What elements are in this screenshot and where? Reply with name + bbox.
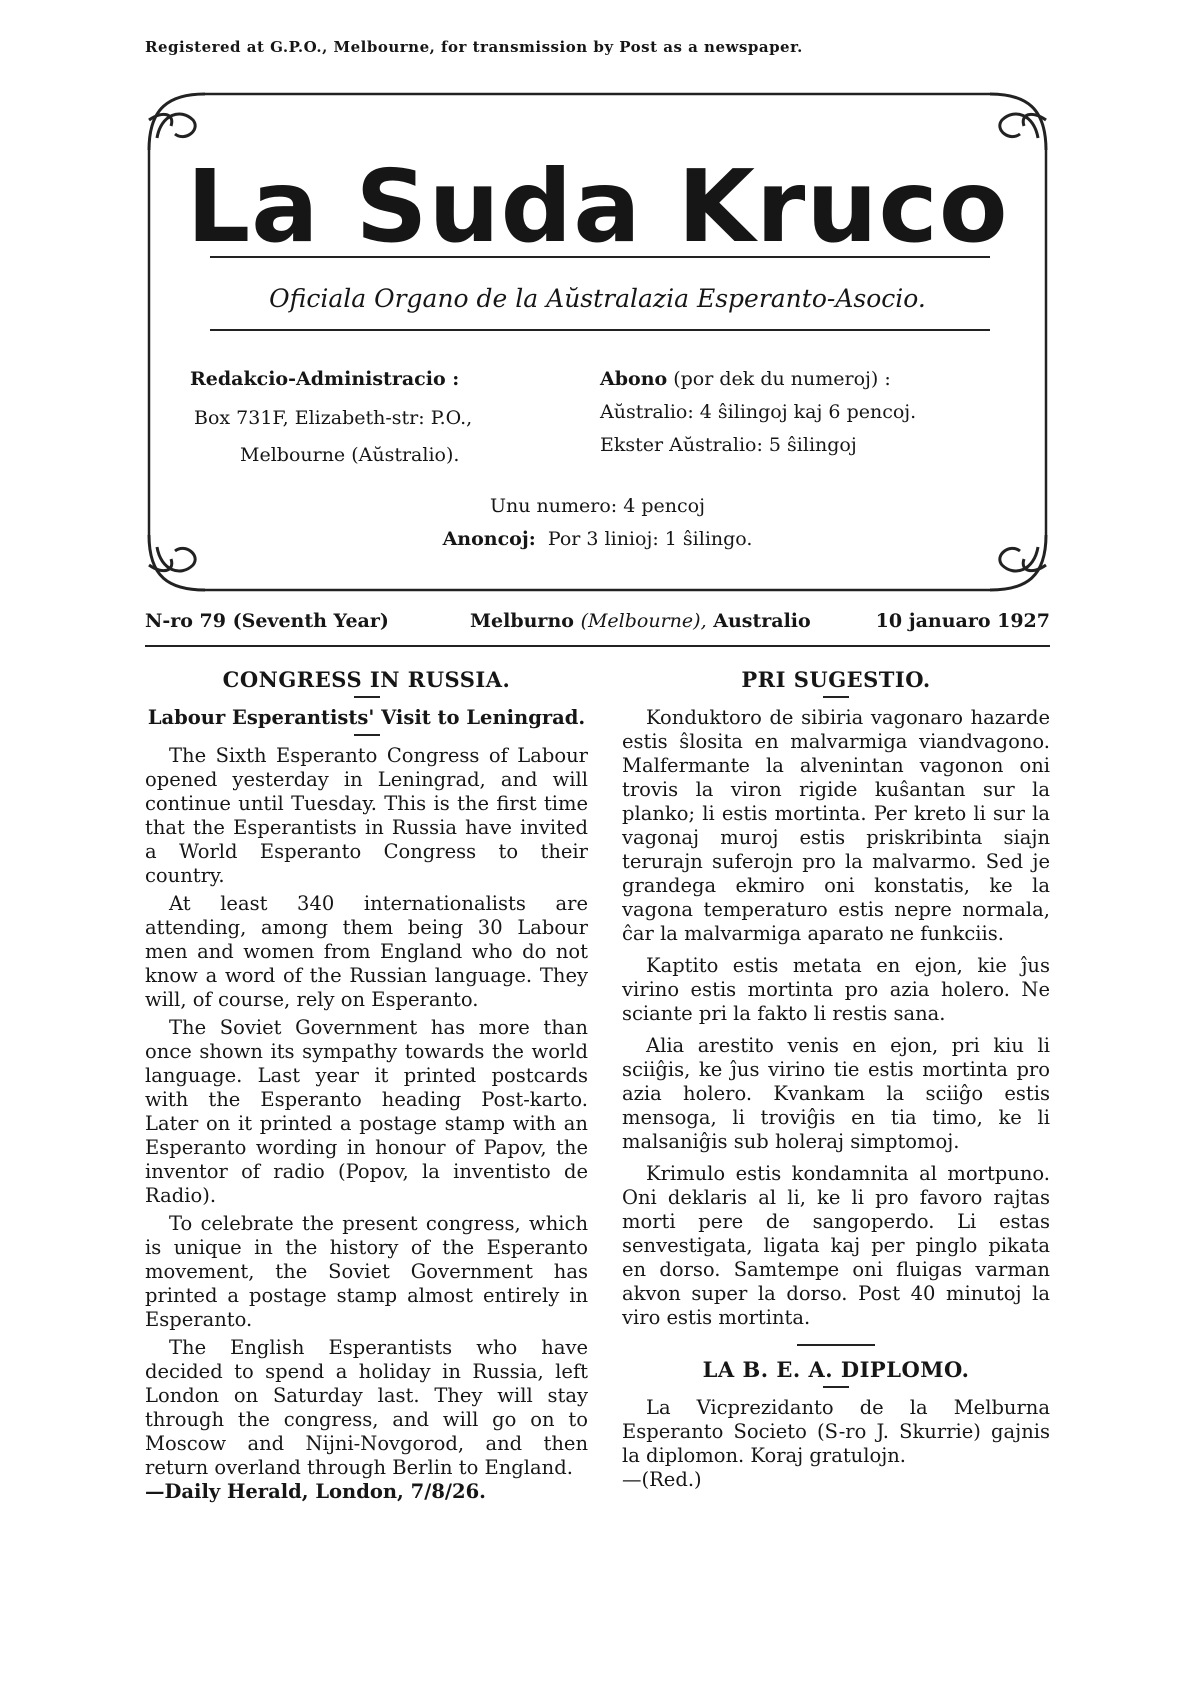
subscription-info (600, 363, 916, 462)
registration-notice: Registered at G.P.O., Melbourne, for transmission by Post as a newspaper. (145, 38, 803, 56)
diploma-body: La Vicprezidanto de la Melburna Esperanto Societo (S-ro J. Skurrie) gajnis la diplomon. Koraj gratulojn. (622, 1396, 1050, 1467)
issue-place-2: (Melbourne), (580, 610, 707, 632)
editorial-address-1: Box 731F, Elizabeth-str: P.O., (194, 407, 473, 429)
divider-dash (823, 1386, 849, 1388)
left-column (145, 668, 588, 1504)
editorial-label: Redakcio-Administracio : (190, 368, 460, 390)
header-rule (145, 645, 1050, 647)
congress-source: —Daily Herald, London, 7/8/26. (145, 1480, 486, 1503)
single-issue-price: Unu numero: 4 pencoj (490, 495, 705, 517)
editorial-info (190, 363, 472, 472)
diploma-heading: LA B. E. A. DIPLOMO. (702, 1357, 970, 1382)
congress-subheading: Labour Esperantists' Visit to Leningrad. (147, 706, 586, 729)
right-column (622, 668, 1050, 1492)
diploma-signature: —(Red.) (622, 1468, 702, 1491)
newspaper-subtitle: Oficiala Organo de la Aŭstralazia Esperanto-Asocio. (269, 284, 926, 313)
subscription-note: (por dek du numeroj) : (673, 368, 891, 390)
section-rule (797, 1344, 875, 1346)
sugestio-paragraph-1: Konduktoro de sibiria vagonaro hazarde estis ŝlosita en malvarmiga viandvagono. Malfermante la alvenintan vagonon oni trovis la viron rigide kuŝantan sur la planko; li estis mortinta. Per kreto li sur la vagonaj muroj estis priskribinta siajn terurajn suferojn pro la malvarmo. Sed je grandega ekmiro oni konstatis, ke la vagona temperaturo estis nepre normala, ĉar la malvarmiga aparato ne funkciis. (622, 706, 1050, 945)
issue-number: N-ro 79 (Seventh Year) (145, 610, 389, 632)
subscription-australia: Aŭstralio: 4 ŝilingoj kaj 6 pencoj. (600, 401, 917, 423)
subscription-abroad: Ekster Aŭstralio: 5 ŝilingoj (600, 434, 857, 456)
congress-paragraph-1: The Sixth Esperanto Congress of Labour opened yesterday in Leningrad, and will continue until Tuesday. This is the first time that the Esperantists in Russia have invited a World Esperanto Congress to their country. (145, 744, 588, 887)
congress-paragraph-5: The English Esperantists who have decided to spend a holiday in Russia, left London on Saturday last. They will stay through the congress, and will go on to Moscow and Nijni-Novgorod, and then return overland through Berlin to England. (145, 1336, 588, 1479)
divider-dash (354, 734, 380, 736)
congress-paragraph-2: At least 340 internationalists are attending, among them being 30 Labour men and women from England who do not know a word of the Russian language. They will, of course, rely on Esperanto. (145, 892, 588, 1011)
newspaper-title: La Suda Kruco (186, 148, 1009, 265)
divider-dash (823, 696, 849, 698)
sugestio-paragraph-3: Alia arestito venis en ejon, pri kiu li sciiĝis, ke ĵus virino tie estis mortinta pro azia holero. Kvankam la sciiĝo estis mensoga, li troviĝis en tia timo, ke li malsaniĝis sub holeraj simptomoj. (622, 1034, 1050, 1153)
subscription-label: Abono (600, 368, 668, 390)
congress-paragraph-3: The Soviet Government has more than once shown its sympathy towards the world language. Last year it printed postcards with the Esperanto heading Post-karto. Later on it printed a postage stamp with an Esperanto wording in honour of Papov, the inventor of radio (Popov, la inventisto de Radio). (145, 1016, 588, 1207)
issue-date: 10 januaro 1927 (875, 610, 1050, 632)
congress-heading: CONGRESS IN RUSSIA. (222, 667, 511, 692)
divider-dash (354, 696, 380, 698)
issue-place-1: Melburno (470, 610, 574, 632)
pricing-info (145, 490, 1050, 556)
issue-place-3: Australio (713, 610, 811, 632)
sugestio-paragraph-2: Kaptito estis metata en ejon, kie ĵus virino estis mortinta pro azia holero. Ne sciante pri la fakto li restis sana. (622, 954, 1050, 1025)
congress-paragraph-4: To celebrate the present congress, which is unique in the history of the Esperanto movement, the Soviet Government has printed a postage stamp almost entirely in Esperanto. (145, 1212, 588, 1331)
ads-rate: Por 3 linioj: 1 ŝilingo. (547, 528, 753, 550)
sugestio-paragraph-4: Krimulo estis kondamnita al mortpuno. Oni deklaris al li, ke li pro favoro rajtas morti pere de sangoperdo. Li estas senvestigata, ligata kaj per pinglo pikata en dorso. Samtempe oni fluigas varman akvon super la dorso. Post 40 minutoj la viro estis mortinta. (622, 1162, 1050, 1329)
issue-place (470, 610, 811, 632)
editorial-address-2: Melbourne (Aŭstralio). (240, 444, 460, 466)
sugestio-heading: PRI SUGESTIO. (741, 667, 931, 692)
ads-label: Anoncoj: (442, 528, 536, 550)
